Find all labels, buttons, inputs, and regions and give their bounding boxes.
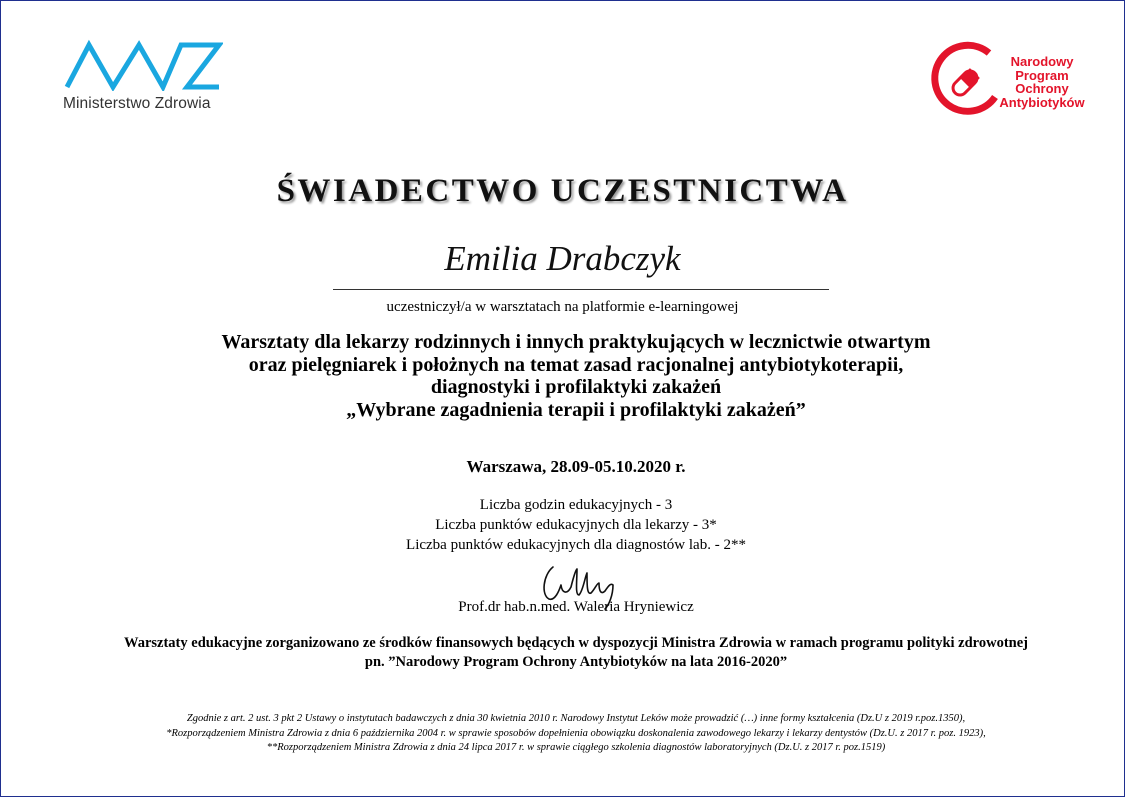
signatory-name: Prof.dr hab.n.med. Waleria Hryniewicz <box>458 599 694 615</box>
program-name-line: Ochrony <box>1015 81 1069 96</box>
program-name-line: Antybiotyków <box>999 94 1085 110</box>
workshop-title-line: „Wybrane zagadnienia terapii i profilaktyki zakażeń” <box>346 398 806 421</box>
workshop-title-line: Warsztaty dla lekarzy rodzinnych i innych praktykujących w lecznictwie otwartym <box>221 331 931 353</box>
mz-logo-icon <box>63 39 223 91</box>
certificate-title: ŚWIADECTWO UCZESTNICTWA <box>276 173 849 209</box>
workshop-title-line: diagnostyki i profilaktyki zakażeń <box>430 376 722 398</box>
name-underline <box>333 289 829 290</box>
funding-line: Warsztaty edukacyjne zorganizowano ze środków finansowych będących w dyspozycji Ministra Zdrowia w ramach programu polityki zdrowotnej <box>124 635 1028 651</box>
legal-footnotes <box>1 712 1125 756</box>
footnote-line: **Rozporządzeniem Ministra Zdrowia z dnia 24 lipca 2017 r. w sprawie ciągłego szkolenia diagnostów laboratoryjnych (Dz.U. z 2017 r. poz.1519) <box>266 742 886 753</box>
program-name <box>977 55 1107 109</box>
ministry-logo <box>63 39 233 113</box>
program-logo <box>929 39 1099 119</box>
participant-name: Emilia Drabczyk <box>444 239 681 278</box>
workshop-title-line: oraz pielęgniarek i położnych na temat zasad racjonalnej antybiotykoterapii, <box>248 353 904 376</box>
funding-line: pn. ”Narodowy Program Ochrony Antybiotyków na lata 2016-2020” <box>364 654 788 670</box>
education-credits <box>1 495 1125 555</box>
workshop-title <box>1 331 1125 421</box>
footnote-line: Zgodnie z art. 2 ust. 3 pkt 2 Ustawy o instytutach badawczych z dnia 30 kwietnia 2010 r. Narodowy Instytut Leków może prowadzić (…) inne formy kształcenia (Dz.U z 2019 r.poz.1350), <box>186 713 966 724</box>
credit-line: Liczba godzin edukacyjnych - 3 <box>479 497 673 513</box>
credit-line: Liczba punktów edukacyjnych dla lekarzy - 3* <box>435 517 717 533</box>
place-and-date: Warszawa, 28.09-05.10.2020 r. <box>466 457 686 476</box>
ministry-name: Ministerstwo Zdrowia <box>63 95 211 112</box>
participation-statement: uczestniczył/a w warsztatach na platformie e-learningowej <box>386 299 739 315</box>
funding-statement <box>1 634 1125 672</box>
credit-line: Liczba punktów edukacyjnych dla diagnostów lab. - 2** <box>406 537 746 553</box>
program-name-line: Narodowy <box>1010 54 1074 69</box>
footnote-line: *Rozporządzeniem Ministra Zdrowia z dnia 6 października 2004 r. w sprawie sposobów dopełnienia obowiązku doskonalenia zawodowego lekarzy i lekarzy dentystów (Dz.U. z 2017 r. poz. 1923), <box>166 727 986 739</box>
program-name-line: Program <box>1015 67 1069 83</box>
